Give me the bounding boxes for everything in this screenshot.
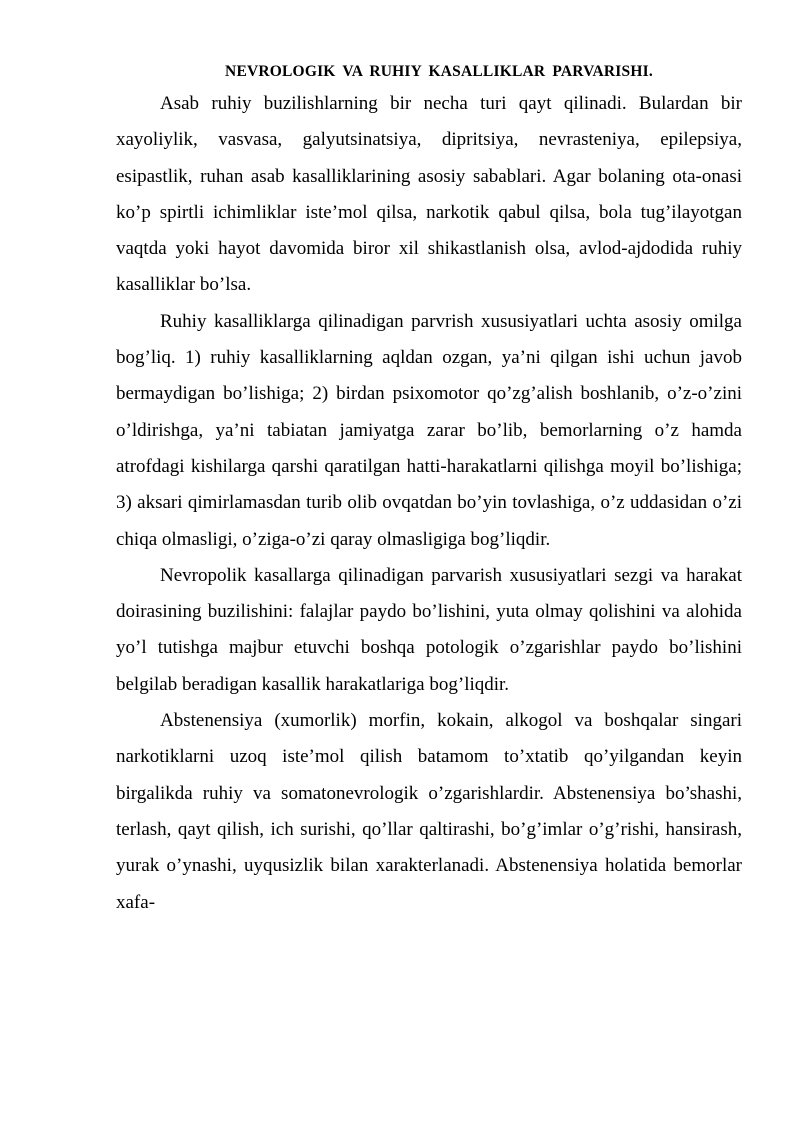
paragraph-causes: Asab ruhiy buzilishlarning bir necha turi qayt qilinadi. Bulardan bir xayoliylik, vasvasa, galyutsinatsiya, dipritsiya, nevrasteniya, epilepsiya, esipastlik, ruhan asab kasalliklarining asosiy sabablari. Agar bolaning ota-onasi ko’p spirtli ichimliklar iste’mol qilsa, narkotik qabul qilsa, bola tug’ilayotgan vaqtda yoki hayot davomida biror xil shikastlanish olsa, avlod-ajdodida ruhiy kasalliklar bo’lsa. <box>116 93 742 296</box>
document-page <box>116 62 742 921</box>
paragraph-neuro-care: Nevropolik kasallarga qilinadigan parvarish xususiyatlari sezgi va harakat doirasining buzilishini: falajlar paydo bo’lishini, yuta olmay qolishini va alohida yo’l tutishga majbur etuvchi boshqa potologik o’zgarishlar paydo bo’lishini belgilab beradigan kasallik harakatlariga bog’liqdir. <box>116 564 742 695</box>
document-title: NEVROLOGIK VA RUHIY KASALLIKLAR PARVARISHI. <box>225 63 653 80</box>
paragraph-abstinence: Abstenensiya (xumorlik) morfin, kokain, alkogol va boshqalar singari narkotiklarni uzoq iste’mol qilish batamom to’xtatib qo’yilgandan keyin birgalikda ruhiy va somatonevrologik o’zgarishlardir. Abstenensiya bo’shashi, terlash, qayt qilish, ich surishi, qo’llar qaltirashi, bo’g’imlar o’g’rishi, hansirash, yurak o’ynashi, uyqusizlik bilan xarakterlanadi. Abstenensiya holatida bemorlar xafa- <box>116 710 742 913</box>
paragraph-mental-care: Ruhiy kasalliklarga qilinadigan parvrish xususiyatlari uchta asosiy omilga bog’liq. 1) ruhiy kasalliklarning aqldan ozgan, ya’ni qilgan ishi uchun javob bermaydigan bo’lishiga; 2) birdan psixomotor qo’zg’alish boshlanib, o’z-o’zini o’ldirishga, ya’ni tabiatan jamiyatga zarar bo’lib, bemorlarning o’z hamda atrofdagi kishilarga qarshi qaratilgan hatti-harakatlarni qilishga moyil bo’lishiga; 3) aksari qimirlamasdan turib olib ovqatdan bo’yin tovlashiga, o’z uddasidan o’zi chiqa olmasligi, o’ziga-o’zi qaray olmasligiga bog’liqdir. <box>116 310 742 550</box>
